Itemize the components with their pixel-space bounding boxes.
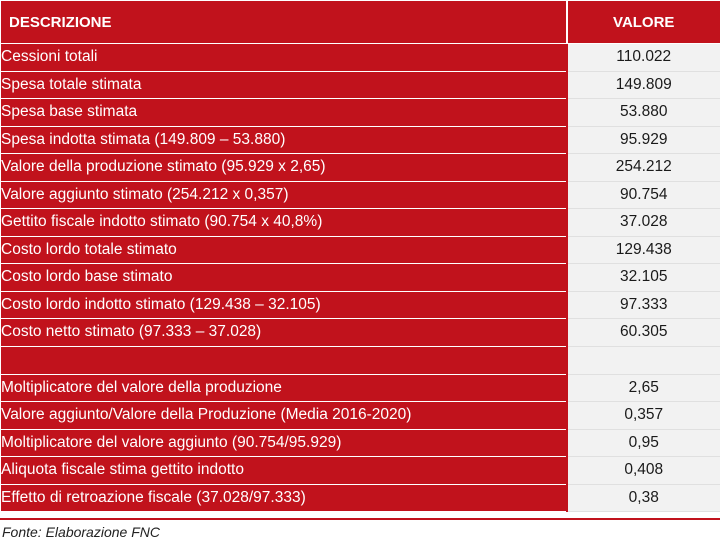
row-value: 2,65	[567, 374, 720, 402]
row-value: 254.212	[567, 154, 720, 182]
table-row	[1, 319, 720, 347]
row-value: 90.754	[567, 181, 720, 209]
table-row	[1, 209, 720, 237]
header-description: DESCRIZIONE	[1, 1, 567, 44]
row-label: Valore aggiunto stimato (254.212 x 0,357)	[1, 181, 567, 209]
table-row	[1, 99, 720, 127]
row-label: Aliquota fiscale stima gettito indotto	[1, 457, 567, 485]
table-row	[1, 402, 720, 430]
row-label	[1, 346, 567, 374]
row-label: Spesa base stimata	[1, 99, 567, 127]
row-label: Moltiplicatore del valore della produzione	[1, 374, 567, 402]
spacer-row	[1, 346, 720, 374]
row-label: Costo netto stimato (97.333 – 37.028)	[1, 319, 567, 347]
row-label: Valore della produzione stimato (95.929 x 2,65)	[1, 154, 567, 182]
row-value: 129.438	[567, 236, 720, 264]
row-label: Spesa indotta stimata (149.809 – 53.880)	[1, 126, 567, 154]
table-row	[1, 126, 720, 154]
row-label: Costo lordo base stimato	[1, 264, 567, 292]
row-label: Effetto di retroazione fiscale (37.028/97.333)	[1, 484, 567, 512]
row-value: 97.333	[567, 291, 720, 319]
row-value: 60.305	[567, 319, 720, 347]
source-note: Fonte: Elaborazione FNC	[2, 524, 160, 540]
header-value: VALORE	[567, 1, 720, 44]
row-value: 0,357	[567, 402, 720, 430]
row-value: 149.809	[567, 71, 720, 99]
table-row	[1, 291, 720, 319]
table-row	[1, 154, 720, 182]
table-row	[1, 429, 720, 457]
table-row	[1, 484, 720, 512]
table-header-row	[1, 1, 720, 44]
table-row	[1, 264, 720, 292]
row-value: 0,95	[567, 429, 720, 457]
row-value: 110.022	[567, 44, 720, 72]
table-row	[1, 44, 720, 72]
row-label: Gettito fiscale indotto stimato (90.754 x 40,8%)	[1, 209, 567, 237]
table-row	[1, 374, 720, 402]
table-row	[1, 457, 720, 485]
table-bottom-rule	[0, 518, 720, 520]
row-label: Moltiplicatore del valore aggiunto (90.754/95.929)	[1, 429, 567, 457]
row-label: Valore aggiunto/Valore della Produzione (Media 2016-2020)	[1, 402, 567, 430]
row-value: 37.028	[567, 209, 720, 237]
row-value: 32.105	[567, 264, 720, 292]
table-row	[1, 71, 720, 99]
row-label: Costo lordo indotto stimato (129.438 – 32.105)	[1, 291, 567, 319]
row-value	[567, 346, 720, 374]
row-label: Spesa totale stimata	[1, 71, 567, 99]
table-row	[1, 181, 720, 209]
row-value: 95.929	[567, 126, 720, 154]
row-label: Costo lordo totale stimato	[1, 236, 567, 264]
row-value: 53.880	[567, 99, 720, 127]
row-label: Cessioni totali	[1, 44, 567, 72]
table-row	[1, 236, 720, 264]
row-value: 0,408	[567, 457, 720, 485]
row-value: 0,38	[567, 484, 720, 512]
